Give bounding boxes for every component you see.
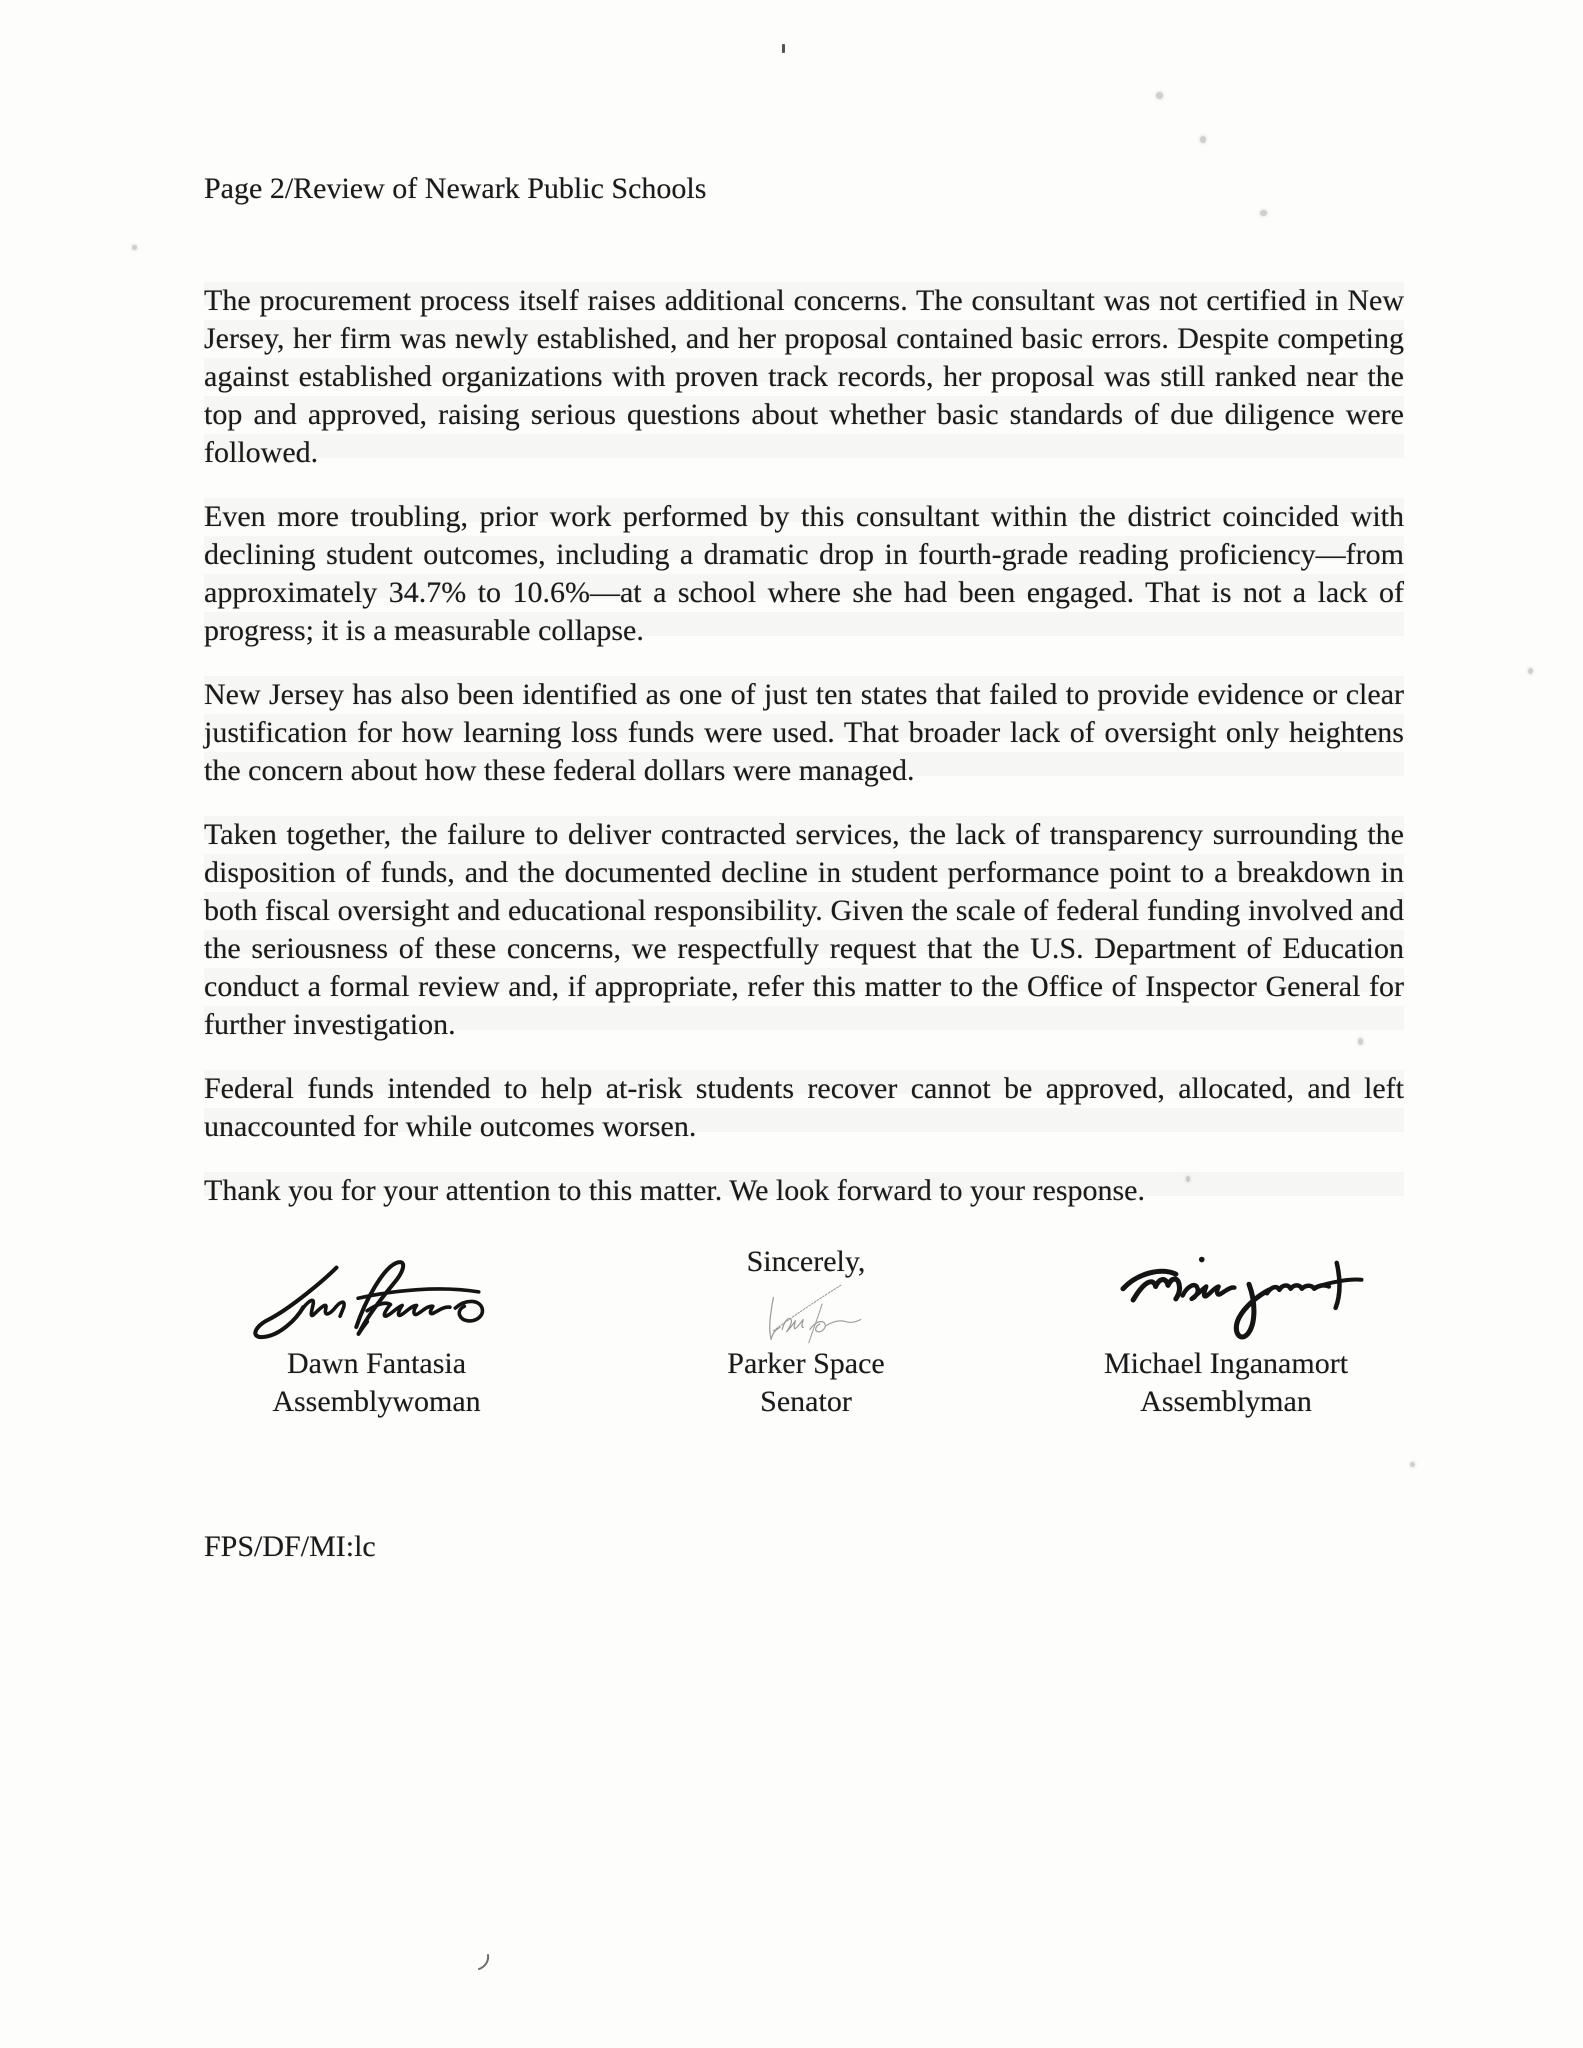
letter-body (204, 282, 1404, 1236)
paragraph-formal-review-request: Taken together, the failure to deliver contracted services, the lack of transparency surrounding the disposition of funds, and the documented decline in student performance point to a breakdown in both fiscal oversight and educational responsibility. Given the scale of federal funding involved and the seriousness of these concerns, we respectfully request that the U.S. Department of Education conduct a formal review and, if appropriate, refer this matter to the Office of Inspector General for further investigation. (204, 816, 1404, 1044)
closing-salutation: Sincerely, (746, 1245, 866, 1278)
page-header (204, 170, 706, 208)
scan-speck (782, 44, 785, 53)
signature-parker-space-icon (701, 1283, 911, 1345)
scan-stray-mark (476, 1952, 492, 1972)
signatory-title: Assemblyman (1140, 1385, 1312, 1418)
signatory-block-parker-space (620, 1243, 992, 1421)
paragraph-procurement-concerns: The procurement process itself raises additional concerns. The consultant was not certified in New Jersey, her firm was newly established, and her proposal contained basic errors. Despite competing against established organizations with proven track records, her proposal was still ranked near the top and approved, raising serious questions about whether basic standards of due diligence were followed. (204, 282, 1404, 472)
scan-speck (1156, 92, 1163, 99)
reference-initials: FPS/DF/MI:lc (204, 1530, 376, 1563)
signatory-name: Michael Inganamort (1103, 1347, 1349, 1380)
signatory-block-michael-inganamort (1040, 1255, 1412, 1421)
scan-speck (1260, 210, 1267, 216)
paragraph-ten-states: New Jersey has also been identified as one of just ten states that failed to provide evidence or clear justification for how learning loss funds were used. That broader lack of oversight only heightens the concern about how these federal dollars were managed. (204, 676, 1404, 790)
paragraph-thank-you: Thank you for your attention to this matter. We look forward to your response. (204, 1172, 1404, 1210)
scan-speck (1528, 668, 1533, 674)
page-header-text: Page 2/Review of Newark Public Schools (204, 172, 707, 205)
paragraph-federal-funds: Federal funds intended to help at-risk students recover cannot be approved, allocated, and left unaccounted for while outcomes worsen. (204, 1070, 1404, 1146)
scan-speck (1186, 1176, 1190, 1182)
paragraph-declining-outcomes: Even more troubling, prior work performed by this consultant within the district coincided with declining student outcomes, including a dramatic drop in fourth-grade reading proficiency—from approximately 34.7% to 10.6%—at a school where she had been engaged. That is not a lack of progress; it is a measurable collapse. (204, 498, 1404, 650)
signature-michael-inganamort-icon (1020, 1255, 1460, 1345)
scan-speck (1200, 136, 1206, 143)
signatory-name: Parker Space (727, 1347, 885, 1380)
signatory-title: Senator (760, 1385, 852, 1418)
signatory-name: Dawn Fantasia (286, 1347, 467, 1380)
signatory-block-dawn-fantasia (204, 1255, 549, 1421)
signatory-title: Assemblywoman (272, 1385, 481, 1418)
scan-speck (1410, 1462, 1415, 1467)
signature-dawn-fantasia-icon (232, 1255, 522, 1345)
scan-speck (1358, 1038, 1363, 1045)
scan-speck (132, 245, 137, 250)
